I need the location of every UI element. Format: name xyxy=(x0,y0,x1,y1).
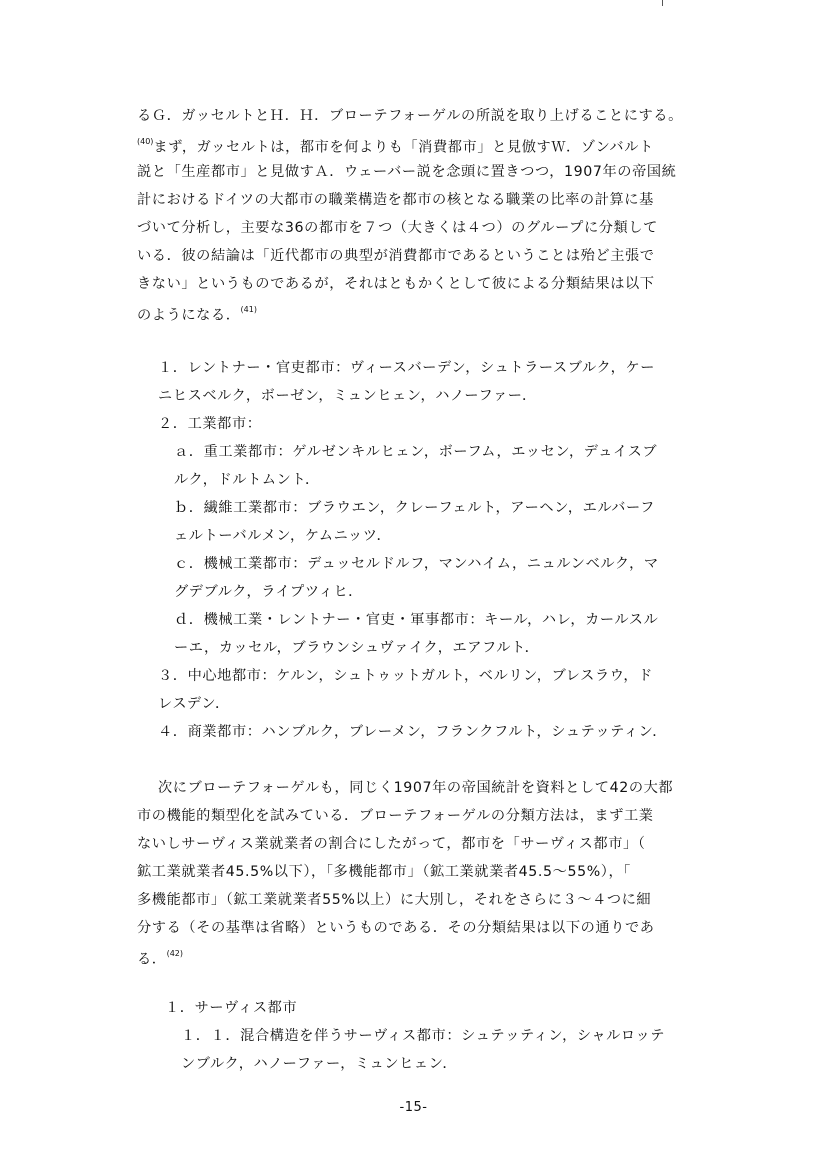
list-item: ェルトーバルメン，ケムニッツ． xyxy=(174,528,392,544)
list-item: ンブルク，ハノーファー，ミュンヒェン． xyxy=(181,1056,458,1072)
text-line: るＧ．ガッセルトとＨ．Ｈ．ブローテフォーゲルの所説を取り上げることにする。 xyxy=(137,108,683,124)
text-line: 多機能都市」（鉱工業就業者55%以上）に大別し，それをさらに３～４つに細 xyxy=(137,892,652,908)
text-line: づいて分析し，主要な36の都市を７つ（大きくは４つ）のグループに分類して xyxy=(137,220,658,236)
list-item: グデブルク，ライプツィヒ． xyxy=(174,584,363,600)
text-line: 市の機能的類型化を試みている．ブローテフォーゲルの分類方法は，まず工業 xyxy=(137,808,654,824)
list-item: ４．商業都市：ハンブルク，ブレーメン，フランクフルト，シュテッティン． xyxy=(158,724,668,740)
text-line: る．$^{(42)}$ xyxy=(137,949,183,968)
list-item: ａ．重工業都市：ゲルゼンキルヒェン，ボーフム，エッセン，デュイスブ xyxy=(174,444,658,460)
text-line: 次にブローテフォーゲルも，同じく1907年の帝国統計を資料として42の大都 xyxy=(158,780,674,796)
text-line: 説と「生産都市」と見做すＡ．ウェーバー説を念頭に置きつつ，1907年の帝国統 xyxy=(137,164,677,180)
footnote-ref: (42) xyxy=(166,949,183,958)
footnote-ref: (41) xyxy=(240,305,257,314)
list-item: １．レントナー・官吏都市：ヴィースバーデン，シュトラースブルク，ケー xyxy=(158,360,656,376)
text-line: きない」というものであるが，それはともかくとして彼による分類結果は以下 xyxy=(137,276,655,292)
list-item: ３．中心地都市：ケルン，シュトゥットガルト，ベルリン，ブレスラウ，ド xyxy=(158,668,653,684)
list-item: ニヒスベルク，ボーゼン，ミュンヒェン，ハノーファー． xyxy=(158,388,537,404)
text-line: 分する（その基準は省略）というものである．その分類結果は以下の通りであ xyxy=(137,920,655,936)
text-line: いる．彼の結論は「近代都市の典型が消費都市であるということは殆ど主張で xyxy=(137,248,655,264)
scan-mark xyxy=(662,0,663,6)
text-line: $^{(40)}$まず，ガッセルトは，都市を何よりも「消費都市」と見倣すＷ．ゾンバルト xyxy=(137,137,654,156)
footnote-ref: (40) xyxy=(137,137,154,146)
list-item: ｂ．繊維工業都市：ブラウエン，クレーフェルト，アーヘン，エルバーフ xyxy=(174,500,655,516)
list-item: ｃ．機械工業都市：デュッセルドルフ，マンハイム，ニュルンベルク，マ xyxy=(174,556,659,572)
list-item: ルク，ドルトムント． xyxy=(174,472,320,488)
text-line: 鉱工業就業者45.5%以下），「多機能都市」（鉱工業就業者45.5～55%），「 xyxy=(137,864,631,880)
text-line: ないしサーヴィス業就業者の割合にしたがって，都市を「サーヴィス都市」（ xyxy=(137,836,646,852)
list-item: ーエ，カッセル，ブラウンシュヴァイク，エアフルト． xyxy=(174,640,540,656)
list-item: ２．工業都市： xyxy=(158,416,262,432)
list-item: レスデン． xyxy=(158,696,230,712)
text-line: 計におけるドイツの大都市の職業構造を都市の核となる職業の比率の計算に基 xyxy=(137,192,654,208)
list-item: ｄ．機械工業・レントナー・官吏・軍事都市：キール，ハレ，カールスル xyxy=(174,612,659,628)
list-item: １．サーヴィス都市 xyxy=(165,1000,298,1016)
page-number: -15- xyxy=(399,1100,428,1115)
text-line: のようになる．$^{(41)}$ xyxy=(137,305,257,324)
list-item: １．１．混合構造を伴うサーヴィス都市：シュテッティン，シャルロッテ xyxy=(181,1028,666,1044)
